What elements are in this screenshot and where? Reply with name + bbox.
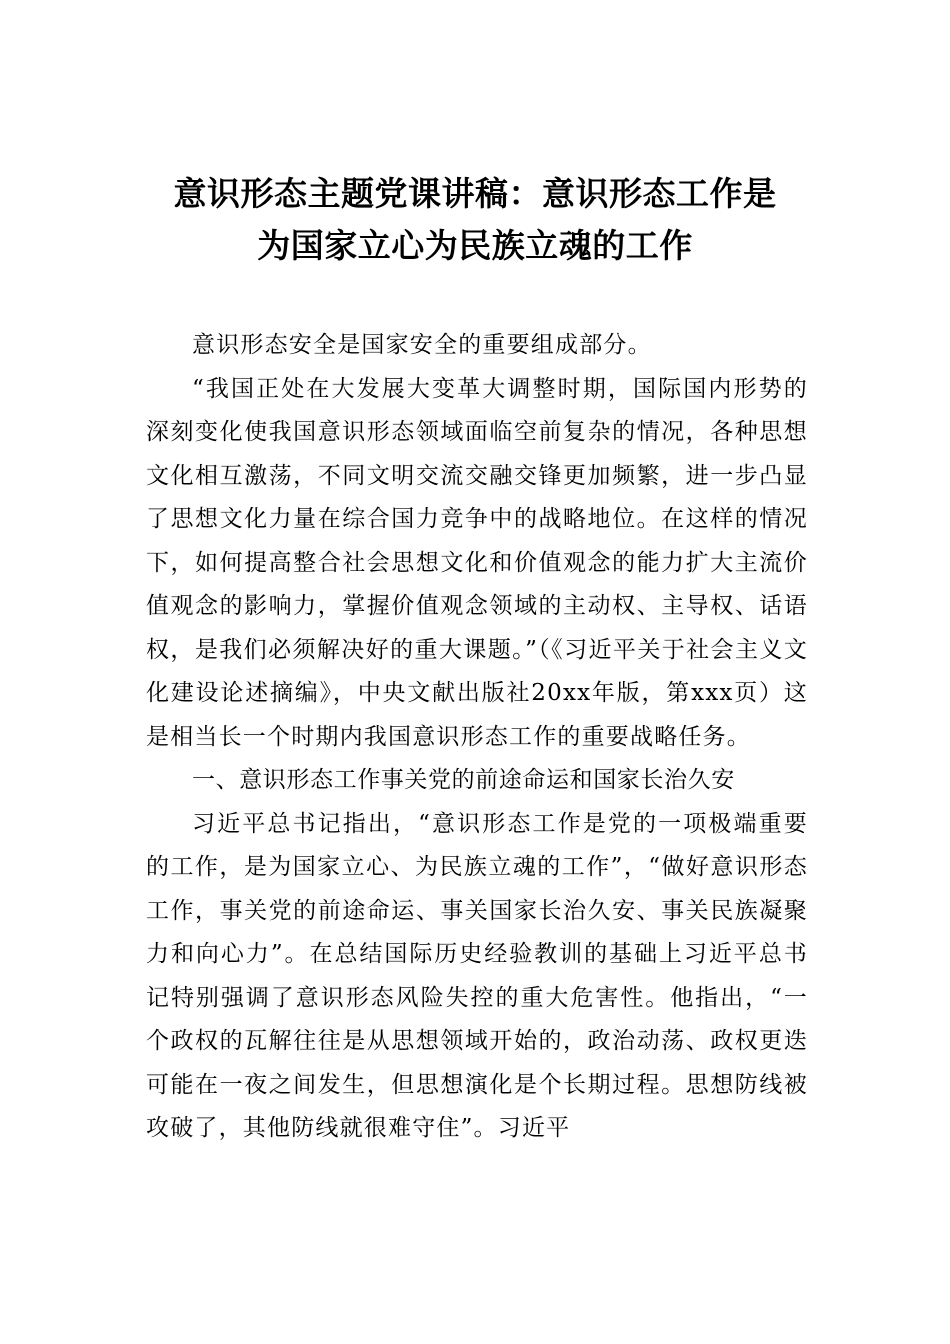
paragraph-intro: 意识形态安全是国家安全的重要组成部分。	[192, 332, 652, 358]
title-line-2: 为国家立心为民族立魂的工作	[257, 226, 693, 265]
title-line-1: 意识形态主题党课讲稿：意识形态工作是	[173, 174, 777, 213]
document-body	[146, 324, 808, 1151]
paragraph-quote: “我国正处在大发展大变革大调整时期，国际国内形势的深刻变化使我国意识形态领域面临空前复杂的情况，各种思想文化相互激荡，不同文明交流交融交锋更加频繁，进一步凸显了思想文化力量在综合国力竞争中的战略地位。在这样的情况下，如何提高整合社会思想文化和价值观念的能力扩大主流价值观念的影响力，掌握价值观念领域的主动权、主导权、话语权，是我们必须解决好的重大课题。”（《习近平关于社会主义文化建设论述摘编》，中央文献出版社20xx年版，第xxx页）这是相当长一个时期内我国意识形态工作的重要战略任务。	[146, 375, 808, 750]
section-heading: 一、意识形态工作事关党的前途命运和国家长治久安	[192, 767, 735, 793]
paragraph-section-1: 习近平总书记指出，“意识形态工作是党的一项极端重要的工作，是为国家立心、为民族立魂的工作”，“做好意识形态工作，事关党的前途命运、事关国家长治久安、事关民族凝聚力和向心力”。在总结国际历史经验教训的基础上习近平总书记特别强调了意识形态风险失控的重大危害性。他指出，“一个政权的瓦解往往是从思想领域开始的，政治动荡、政权更迭可能在一夜之间发生，但思想演化是个长期过程。思想防线被攻破了，其他防线就很难守住”。习近平	[146, 810, 808, 1141]
document-title	[100, 168, 850, 272]
